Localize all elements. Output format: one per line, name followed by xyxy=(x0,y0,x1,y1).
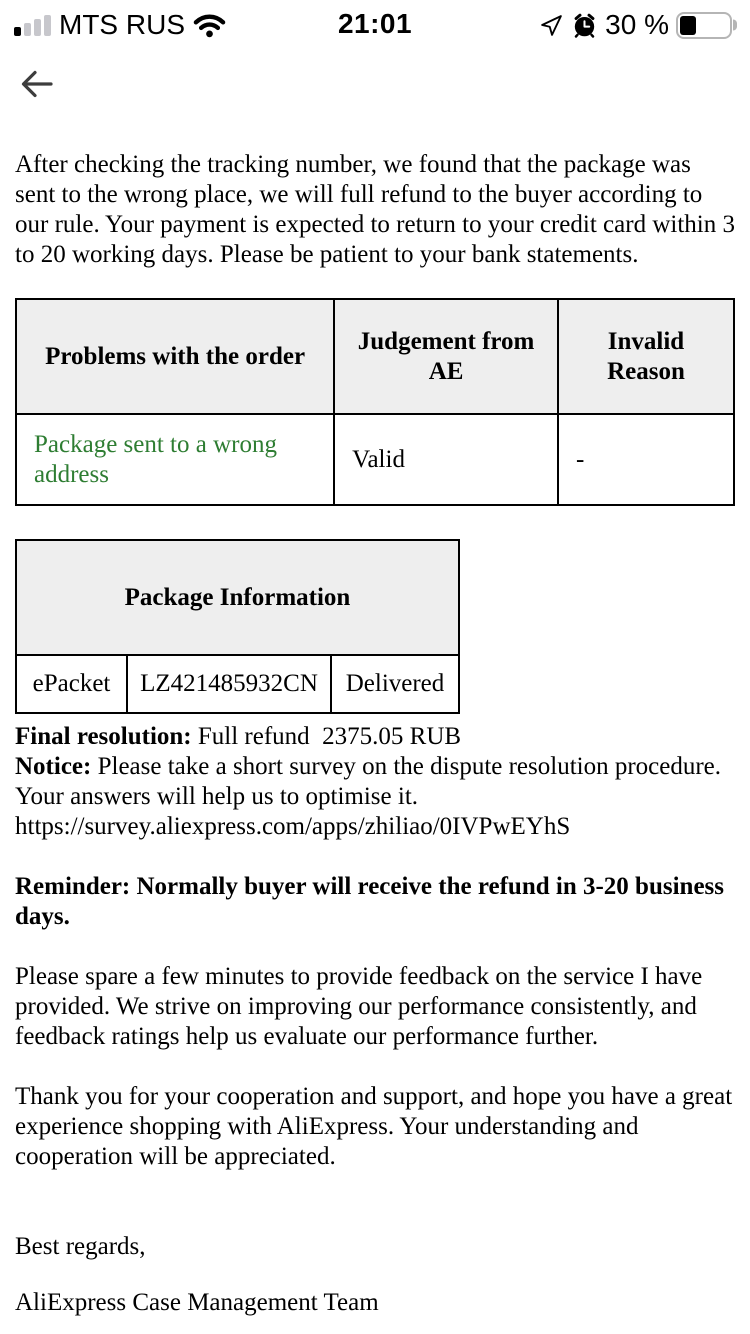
battery-percent-label: 30 % xyxy=(605,9,669,40)
signoff-line: Best regards, xyxy=(15,1233,146,1260)
final-resolution-label: Final resolution: xyxy=(15,723,192,750)
header-problems-with-order: Problems with the order xyxy=(16,299,334,414)
dispute-table-header-row xyxy=(16,299,734,414)
carrier-label: MTS RUS xyxy=(59,9,185,40)
battery-icon xyxy=(676,12,732,39)
survey-url[interactable]: https://survey.aliexpress.com/apps/zhiliao/0IVPwEYhS xyxy=(15,813,571,840)
resolution-block xyxy=(15,722,735,842)
status-bar-right xyxy=(539,9,736,41)
wifi-icon xyxy=(193,13,226,38)
status-bar-left xyxy=(14,9,226,41)
feedback-paragraph: Please spare a few minutes to provide feedback on the service I have provided. We strive on improving our performance consistently, and feedback ratings help us evaluate our performance further. xyxy=(15,963,703,1050)
header-invalid-reason: Invalid Reason xyxy=(558,299,734,414)
cellular-signal-icon xyxy=(14,14,51,36)
package-info-header-row xyxy=(16,540,459,655)
location-arrow-icon xyxy=(539,13,564,38)
clock-time: 21:01 xyxy=(337,8,413,39)
back-arrow-icon[interactable] xyxy=(16,64,56,104)
intro-paragraph: After checking the tracking number, we found that the package was sent to the wrong place, we will full refund to the buyer according to our rule. Your payment is expected to return to your credit card within 3 to 20 working days. Please be patient to your bank statements. xyxy=(15,151,735,268)
delivery-status-cell: Delivered xyxy=(331,655,459,713)
header-package-information: Package Information xyxy=(16,540,459,655)
problem-cell xyxy=(16,414,334,505)
judgement-cell: Valid xyxy=(334,414,558,505)
notice-line xyxy=(15,752,735,812)
package-info-row xyxy=(16,655,459,713)
final-resolution-line xyxy=(15,722,735,752)
reminder-paragraph: Reminder: Normally buyer will receive the refund in 3-20 business days. xyxy=(15,873,724,930)
package-info-table xyxy=(15,539,460,714)
problem-link[interactable]: Package sent to a wrong address xyxy=(34,430,277,488)
notice-text: Please take a short survey on the dispute resolution procedure. Your answers will help us to optimise it. xyxy=(15,753,727,810)
message-body xyxy=(0,150,750,1318)
alarm-clock-icon xyxy=(571,12,598,39)
status-bar xyxy=(0,0,750,44)
tracking-number-cell: LZ421485932CN xyxy=(127,655,331,713)
dispute-table xyxy=(15,298,735,506)
dispute-table-row xyxy=(16,414,734,505)
final-resolution-value: Full refund 2375.05 RUB xyxy=(191,723,462,750)
shipping-method-cell: ePacket xyxy=(16,655,127,713)
thanks-paragraph: Thank you for your cooperation and support, and hope you have a great experience shopping with AliExpress. Your understanding and cooperation will be appreciated. xyxy=(15,1083,733,1170)
header-judgement-from-ae: Judgement from AE xyxy=(334,299,558,414)
notice-label: Notice: xyxy=(15,753,92,780)
team-name-line: AliExpress Case Management Team xyxy=(15,1289,379,1316)
invalid-reason-cell: - xyxy=(558,414,734,505)
